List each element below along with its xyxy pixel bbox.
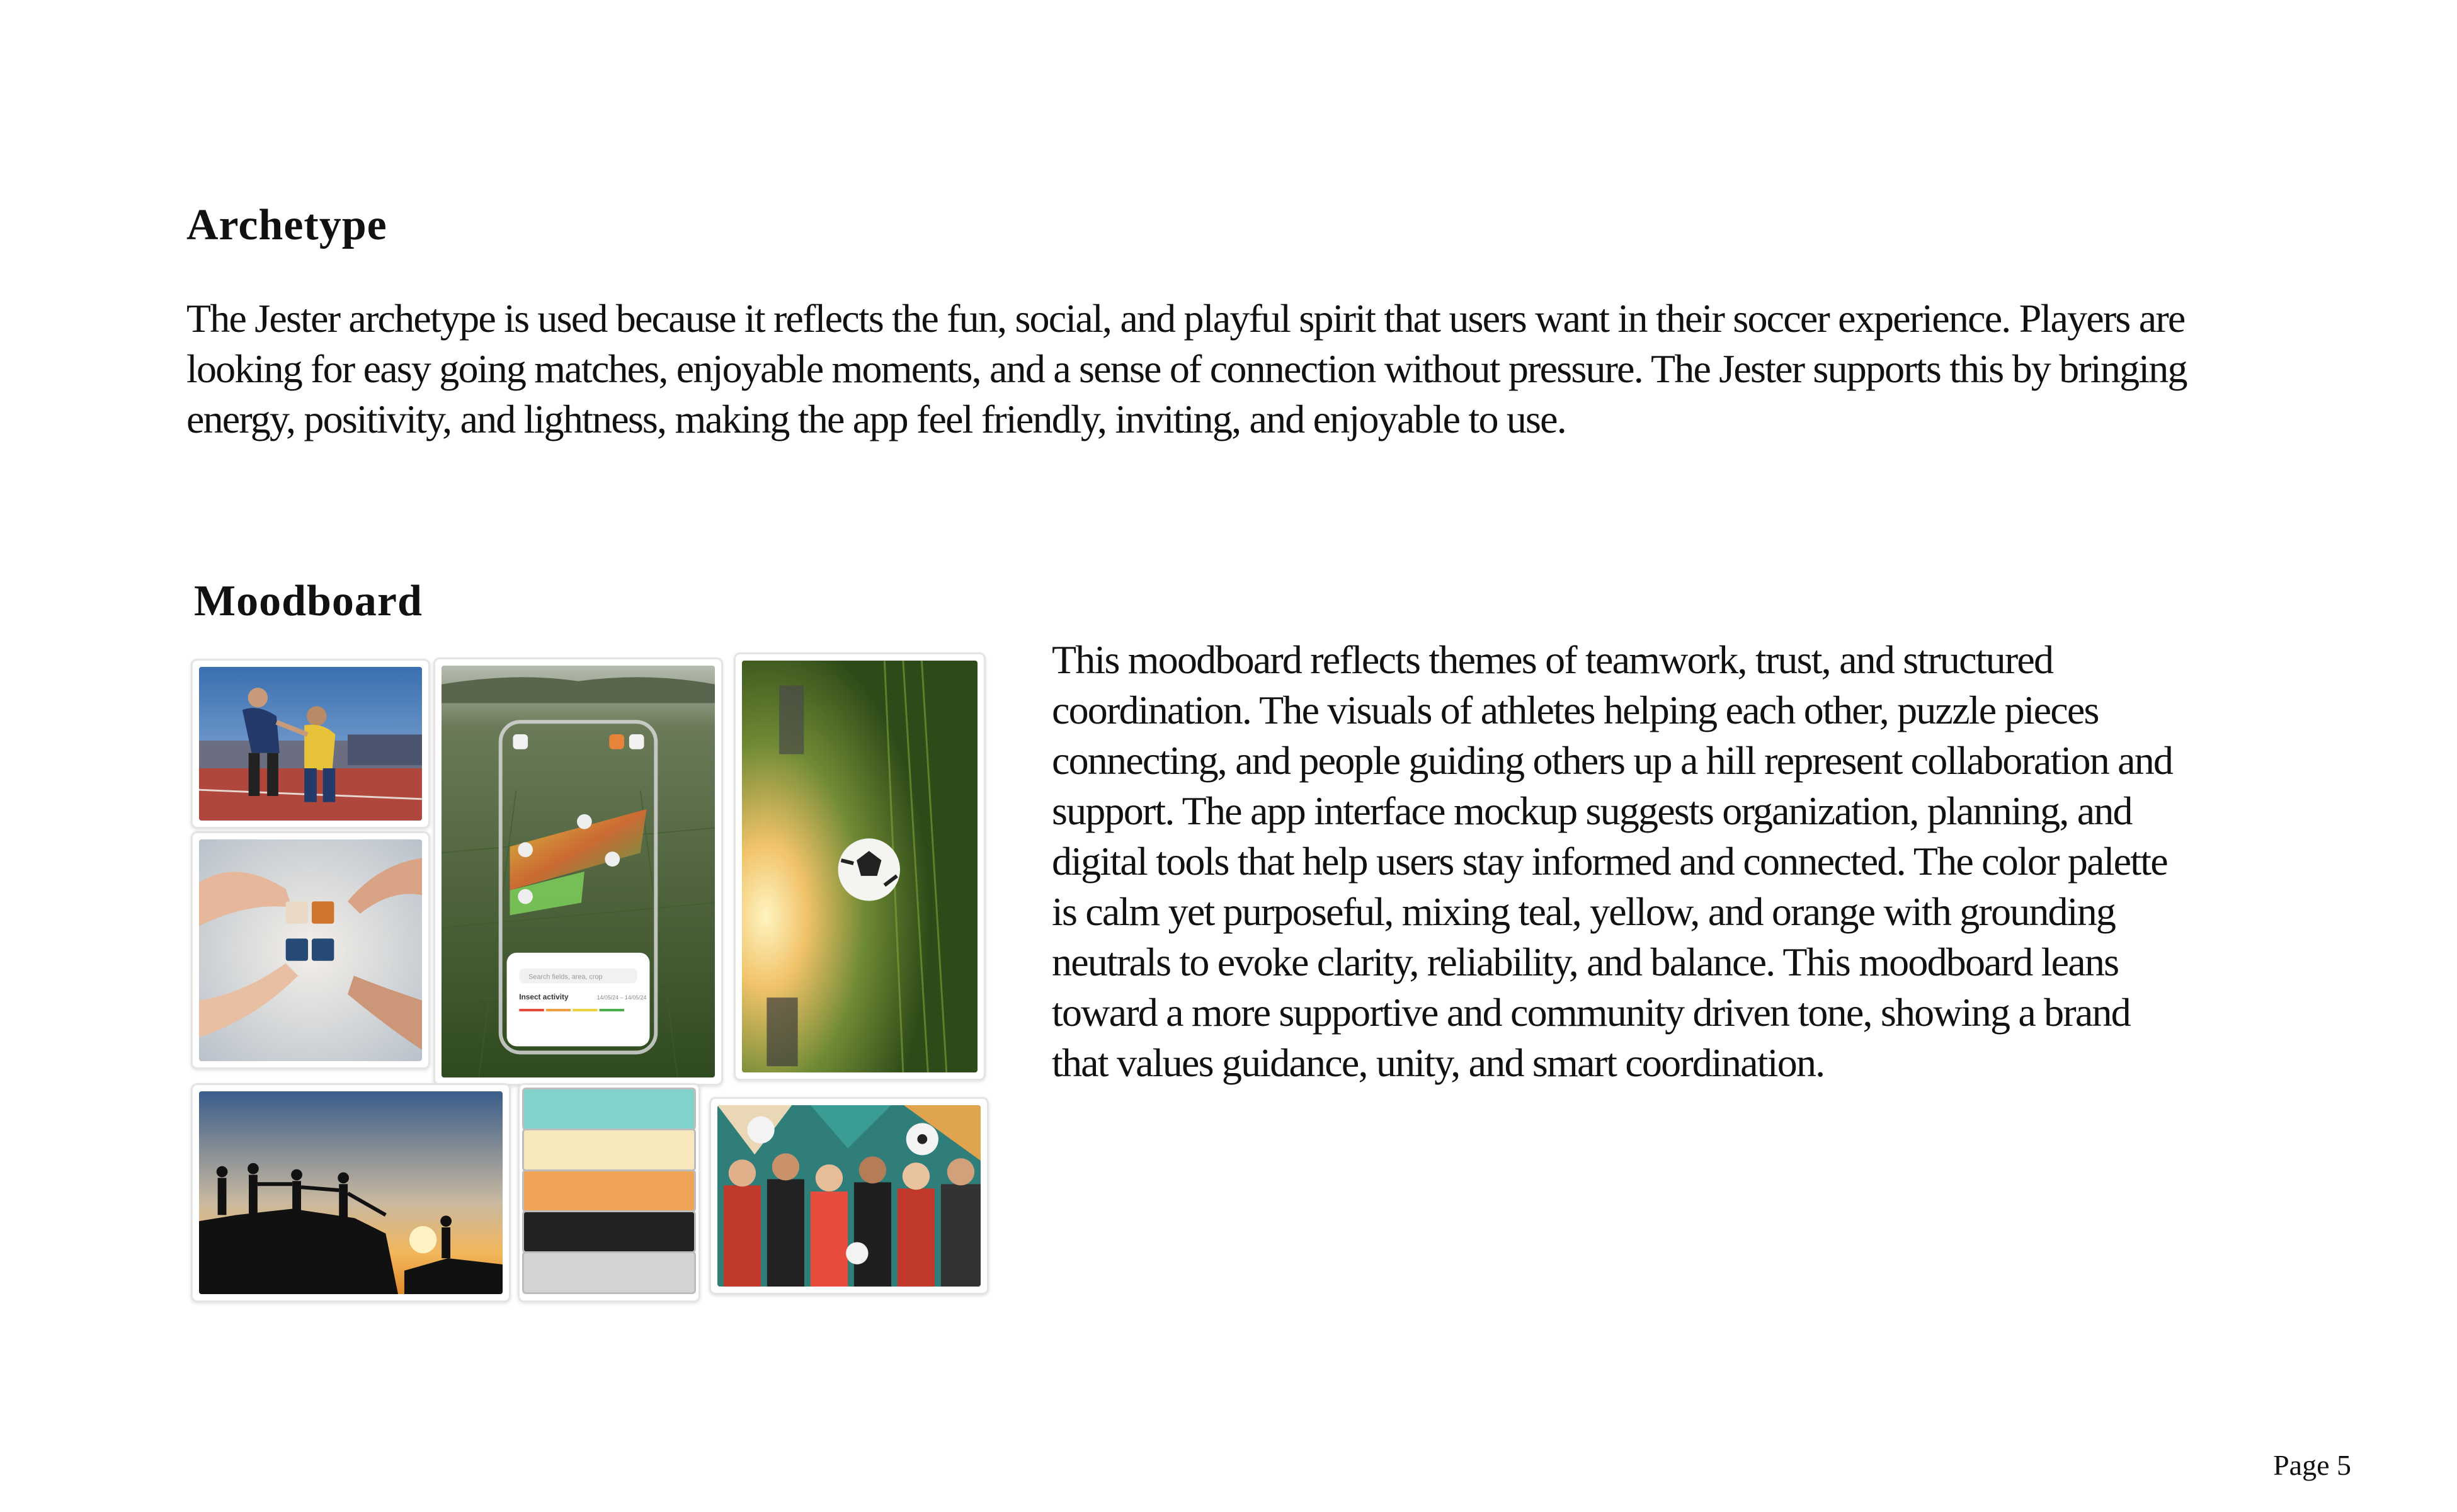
moodboard-paragraph: This moodboard reflects themes of teamwork, trust, and structured coordination. The visuals of athletes helping each other, puzzle pieces connecting, and people guiding others up a hill represent collaboration and support. The app interface mockup suggests organization, planning, and digital tools that help users stay informed and connected. The color palette is calm yet purposeful, mixing teal, yellow, and orange with grounding neutrals to evoke clarity, reliability, and balance. This moodboard leans toward a more supportive and community driven tone, showing a brand that values guidance, unity, and smart coordination.: [1052, 637, 2173, 1085]
app-panel-date: 14/05/24 – 14/05/24: [596, 994, 647, 1001]
app-search-placeholder: Search fields, area, crop: [528, 973, 603, 981]
app-mockup-image: [433, 657, 723, 1086]
soccer-ball-image: [734, 652, 986, 1081]
archetype-paragraph: The Jester archetype is used because it reflects the fun, social, and playful spirit that users want in their soccer experience. Players are looking for easy going matches, enjoyable moments, and a sense of connection without pressure. The Jester supports this by bringing energy, positivity, and lightness, making the app feel friendly, inviting, and enjoyable to use.: [186, 296, 2187, 441]
puzzle-pieces-image: [191, 831, 430, 1069]
app-panel-title: Insect activity: [519, 992, 569, 1002]
moodboard-heading: Moodboard: [194, 577, 423, 625]
page-number: Page 5: [2273, 1449, 2351, 1481]
soccer-fans-image: [709, 1097, 989, 1295]
palette-swatch-teal: [522, 1088, 696, 1130]
palette-swatch-black: [522, 1210, 696, 1253]
palette-swatch-orange: [522, 1169, 696, 1212]
archetype-heading: Archetype: [186, 201, 387, 249]
athletes-helping-image: [191, 659, 430, 829]
palette-swatch-gray: [522, 1251, 696, 1294]
color-palette: [518, 1083, 700, 1302]
palette-swatch-cream: [522, 1128, 696, 1171]
hill-climbers-image: [191, 1083, 511, 1302]
